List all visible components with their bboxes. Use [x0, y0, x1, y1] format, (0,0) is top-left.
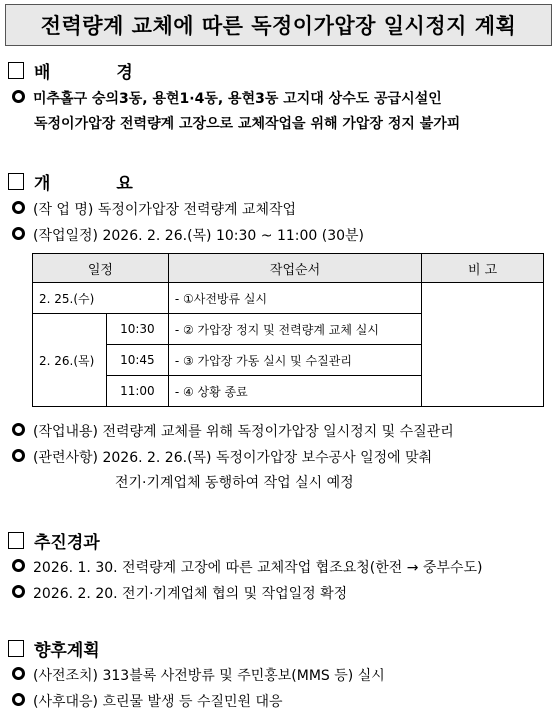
- overview-work-date: [12, 225, 364, 245]
- day2-date: 2. 26.(목): [33, 314, 107, 407]
- row1-date: 2. 25.(수): [33, 283, 169, 314]
- checkbox-icon: [8, 173, 24, 190]
- section-title: 개 요: [34, 174, 163, 194]
- bullet-circle-icon: [12, 90, 25, 103]
- time-cell: 10:30: [106, 314, 168, 345]
- header-schedule: 일정: [33, 254, 169, 283]
- remarks-cell: [422, 283, 544, 407]
- row1-task: - ①사전방류 실시: [168, 283, 421, 314]
- progress-item-text: 2026. 2. 20. 전기·기계업체 협의 및 작업일정 확정: [33, 586, 348, 602]
- related-line-1: (관련사항) 2026. 2. 26.(목) 독정이가압장 보수공사 일정에 맞춰: [33, 450, 433, 466]
- work-content-text: (작업내용) 전력량계 교체를 위해 독정이가압장 일시정지 및 수질관리: [33, 424, 454, 440]
- checkbox-icon: [8, 532, 24, 549]
- checkbox-icon: [8, 62, 24, 79]
- schedule-table: [32, 253, 544, 407]
- overview-work-name: [12, 199, 296, 219]
- section-plan-heading: [8, 636, 100, 661]
- work-date-text: (작업일정) 2026. 2. 26.(목) 10:30 ~ 11:00 (30분): [33, 228, 365, 244]
- header-task-order: 작업순서: [168, 254, 421, 283]
- plan-item-text: (사후대응) 흐린물 발생 등 수질민원 대응: [33, 694, 283, 710]
- background-bullet: [12, 88, 442, 108]
- section-background-heading: [8, 58, 163, 83]
- background-line-2: 독정이가압장 전력량계 고장으로 교체작업을 위해 가압장 정지 불가피: [34, 116, 461, 132]
- bullet-circle-icon: [12, 667, 25, 680]
- task-cell: - ② 가압장 정지 및 전력량계 교체 실시: [168, 314, 421, 345]
- plan-item-text: (사전조치) 313블록 사전방류 및 주민홍보(MMS 등) 실시: [33, 668, 385, 684]
- task-cell: - ③ 가압장 가동 실시 및 수질관리: [168, 345, 421, 376]
- section-title: 추진경과: [34, 533, 100, 553]
- section-title: 배 경: [34, 63, 163, 83]
- bullet-circle-icon: [12, 201, 25, 214]
- bullet-circle-icon: [12, 585, 25, 598]
- bullet-circle-icon: [12, 423, 25, 436]
- bullet-circle-icon: [12, 559, 25, 572]
- task-cell: - ④ 상황 종료: [168, 376, 421, 407]
- progress-item: [12, 557, 482, 577]
- work-name-text: (작 업 명) 독정이가압장 전력량계 교체작업: [33, 202, 297, 218]
- plan-item: [12, 691, 283, 711]
- section-progress-heading: [8, 528, 100, 553]
- progress-item: [12, 583, 347, 603]
- progress-item-text: 2026. 1. 30. 전력량계 고장에 따른 교체작업 협조요청(한전 → 중부수도): [33, 560, 483, 576]
- time-cell: 11:00: [106, 376, 168, 407]
- bullet-circle-icon: [12, 449, 25, 462]
- overview-related: [12, 447, 432, 467]
- time-cell: 10:45: [106, 345, 168, 376]
- bullet-circle-icon: [12, 693, 25, 706]
- document-title: 전력량계 교체에 따른 독정이가압장 일시정지 계획: [40, 14, 517, 38]
- header-remarks: 비 고: [422, 254, 544, 283]
- plan-item: [12, 665, 385, 685]
- overview-work-content: [12, 421, 454, 441]
- section-overview-heading: [8, 169, 163, 194]
- bullet-circle-icon: [12, 227, 25, 240]
- section-title: 향후계획: [34, 641, 100, 661]
- table-header-row: [33, 254, 544, 283]
- related-line-2: 전기·기계업체 동행하여 작업 실시 예정: [115, 475, 354, 491]
- checkbox-icon: [8, 640, 24, 657]
- table-row: [33, 283, 544, 314]
- document-title-box: [5, 4, 552, 46]
- background-line-1: 미추홀구 숭의3동, 용현1·4동, 용현3동 고지대 상수도 공급시설인: [33, 91, 442, 107]
